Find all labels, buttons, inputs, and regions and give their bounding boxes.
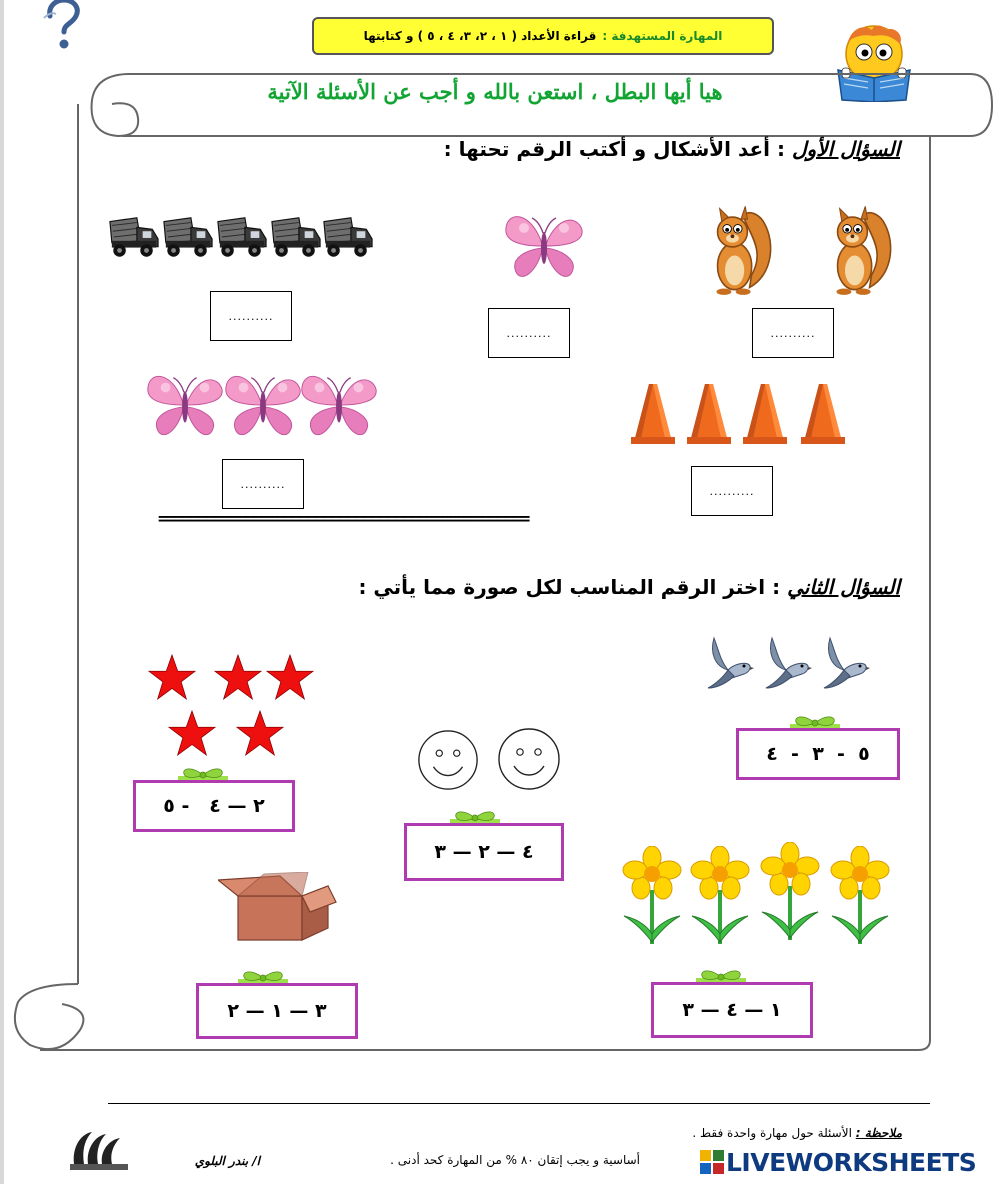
smiley-face-icon bbox=[416, 728, 480, 792]
author-signature: ا/ بندر البلوي bbox=[194, 1154, 260, 1168]
answer-box-three-butterflies[interactable] bbox=[222, 459, 304, 509]
truck-picture bbox=[322, 212, 374, 262]
traffic-cone-picture bbox=[684, 382, 734, 446]
question1-heading bbox=[444, 137, 900, 161]
answer-blank: .......... bbox=[228, 309, 274, 323]
question2-label: السؤال الثاني bbox=[787, 575, 900, 599]
traffic-cone-picture bbox=[740, 382, 790, 446]
choice-box-stars[interactable]: ٢ — ٤ - ٥ bbox=[133, 780, 295, 832]
bird-picture bbox=[762, 632, 812, 692]
brand-text: LIVEWORKSHEETS bbox=[726, 1148, 977, 1177]
flower-picture bbox=[622, 846, 682, 946]
choice-box-birds[interactable]: ٥ - ٣ - ٤ bbox=[736, 728, 900, 780]
author-logo-icon bbox=[70, 1124, 128, 1170]
question2-instruction: : اختر الرقم المناسب لكل صورة مما يأتي : bbox=[358, 575, 781, 599]
skill-label: المهارة المستهدفة : bbox=[602, 29, 723, 43]
answer-box-squirrels[interactable] bbox=[752, 308, 834, 358]
truck-picture bbox=[270, 212, 322, 262]
bird-picture bbox=[820, 632, 870, 692]
butterfly-picture bbox=[504, 206, 584, 286]
traffic-cone-picture bbox=[628, 382, 678, 446]
skill-text: قراءة الأعداد ( ١ ، ٢، ٣، ٤ ، ٥ ) و كتابتها bbox=[363, 29, 597, 43]
truck-picture bbox=[162, 212, 214, 262]
footer-note-line2: أساسية و يجب إتقان ٨٠ % من المهارة كحد أدنى . bbox=[390, 1153, 640, 1167]
flower-picture bbox=[690, 846, 750, 946]
answer-blank: .......... bbox=[506, 326, 552, 340]
cardboard-box-picture bbox=[218, 872, 338, 942]
star-icon bbox=[168, 710, 216, 756]
footer-divider bbox=[108, 1103, 930, 1104]
flower-picture bbox=[760, 842, 820, 942]
choice-box-flowers[interactable]: ١ — ٤ — ٣ bbox=[651, 982, 813, 1038]
star-icon bbox=[148, 654, 196, 700]
section-separator: =============================================== bbox=[158, 509, 529, 528]
butterfly-picture bbox=[146, 366, 224, 444]
page-title: هيا أيها البطل ، استعن بالله و أجب عن الأسئلة الآتية bbox=[267, 79, 723, 104]
answer-blank: .......... bbox=[240, 477, 286, 491]
truck-picture bbox=[108, 212, 160, 262]
flower-picture bbox=[830, 846, 890, 946]
footer-note-line1 bbox=[692, 1126, 902, 1140]
answer-blank: .......... bbox=[709, 484, 755, 498]
truck-picture bbox=[216, 212, 268, 262]
bird-picture bbox=[704, 632, 754, 692]
smiley-face-icon bbox=[496, 726, 562, 792]
choice-box-smileys[interactable]: ٤ — ٢ — ٣ bbox=[404, 823, 564, 881]
note-label: ملاحظة : bbox=[855, 1126, 902, 1140]
liveworksheets-brand[interactable] bbox=[700, 1148, 976, 1177]
choice-box-box[interactable]: ٣ — ١ — ٢ bbox=[196, 983, 358, 1039]
squirrel-picture bbox=[828, 200, 894, 296]
star-icon bbox=[214, 654, 262, 700]
question1-label: السؤال الأول bbox=[791, 137, 900, 161]
liveworksheets-logo-icon bbox=[700, 1150, 724, 1174]
question1-instruction: : أعد الأشكال و أكتب الرقم تحتها : bbox=[443, 137, 785, 161]
butterfly-picture bbox=[300, 366, 378, 444]
traffic-cone-picture bbox=[798, 382, 848, 446]
butterfly-picture bbox=[224, 366, 302, 444]
question2-heading bbox=[358, 575, 900, 599]
squirrel-picture bbox=[708, 200, 774, 296]
star-icon bbox=[236, 710, 284, 756]
note-text-1: الأسئلة حول مهارة واحدة فقط . bbox=[692, 1126, 852, 1140]
answer-blank: .......... bbox=[770, 326, 816, 340]
answer-box-butterfly[interactable] bbox=[488, 308, 570, 358]
answer-box-trucks[interactable] bbox=[210, 291, 292, 341]
star-icon bbox=[266, 654, 314, 700]
